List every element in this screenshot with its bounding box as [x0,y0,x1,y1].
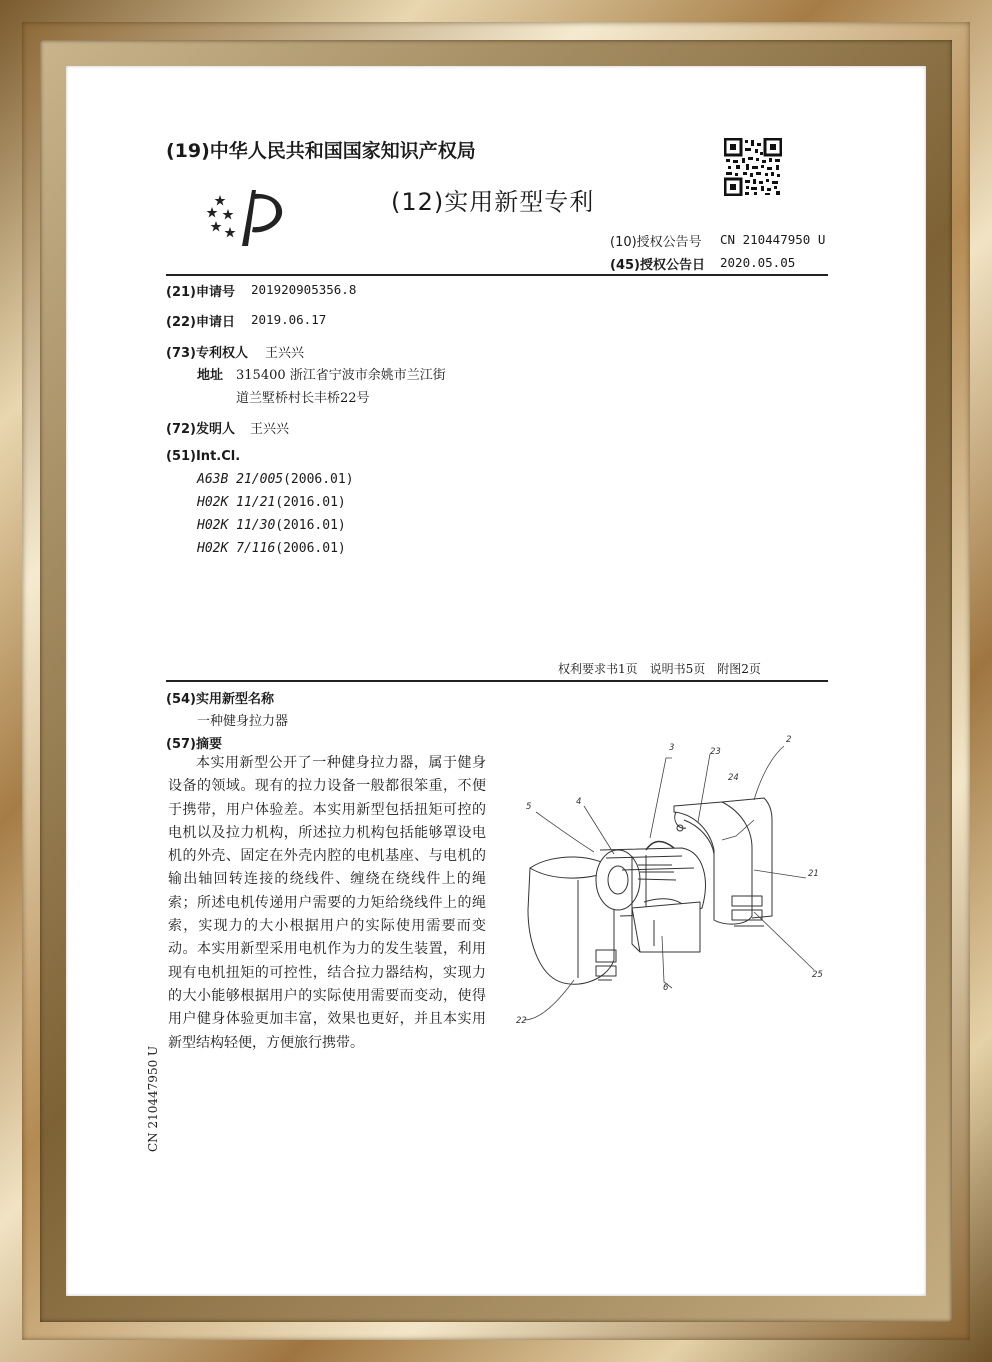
abstract-text: 本实用新型公开了一种健身拉力器，属于健身设备的领域。现有的拉力设备一般都很笨重，不便于携带，用户体验差。本实用新型包括扭矩可控的电机以及拉力机构，所述拉力机构包括能够罩设电机的外壳、固定在外壳内腔的电机基座、与电机的输出轴回转连接的绕线件、缠绕在绕线件上的绳索；所述电机传递用户需要的力矩给绕线件上的绳索，实现力的大小根据用户的实际使用需要而变动。本实用新型采用电机作为力的发生装置，利用现有电机扭矩的可控性，结合拉力器结构，实现力的大小能够根据用户的实际使用需要而变动，使得用户健身体验更加丰富，效果也更好，并且本实用新型结构轻便，方便旅行携带。 [168,755,486,1051]
intcl-version: (2016.01) [275,495,346,510]
leader-22 [524,980,574,1020]
publication-date-label: (45)授权公告日 [610,258,705,273]
figure-label: 3 [669,743,675,753]
document-type: (12)实用新型专利 [391,188,595,216]
figure-label: 21 [808,869,819,879]
cnipa-logo-icon [206,186,290,248]
figure-label: 2 [786,735,792,745]
patent-drawing [514,730,834,1030]
leader-3 [650,758,672,838]
leader-4 [584,806,614,854]
address-line-1: 315400 浙江省宁波市余姚市兰江街 [236,368,446,383]
utility-model-title-label: (54)实用新型名称 [166,692,274,707]
intcl-version: (2006.01) [283,472,354,487]
patentee-label: (73)专利权人 [166,346,248,361]
figure-label: 23 [710,747,721,757]
abstract-label: (57)摘要 [166,737,222,752]
section-divider [166,680,828,682]
figure-label: 25 [812,970,823,980]
intcl-version: (2006.01) [275,541,346,556]
figure-label: 5 [526,802,532,812]
leader-2 [754,746,784,800]
intcl-entry [197,541,346,556]
intcl-code: H02K 7/116 [197,541,276,556]
intcl-entry [197,495,346,510]
figure-label: 22 [516,1016,527,1026]
address-label: 地址 [197,368,224,383]
intcl-label: (51)Int.Cl. [166,449,241,464]
intcl-code: A63B 21/005 [197,472,284,487]
publication-number-label: (10)授权公告号 [610,235,702,250]
side-publication-number-text: CN 210447950 U [146,1045,160,1152]
office-header: (19)中华人民共和国国家知识产权局 [166,140,476,162]
application-date-label: (22)申请日 [166,315,235,330]
pages-info: 权利要求书1页 说明书5页 附图2页 [558,662,761,676]
figure-label: 24 [728,773,739,783]
header-divider [166,274,828,276]
qr-code-icon [724,138,782,196]
intcl-entry [197,518,346,533]
publication-number: CN 210447950 U [720,232,826,247]
application-number: 201920905356.8 [251,282,357,297]
inventor-label: (72)发明人 [166,422,235,437]
intcl-entry [197,472,354,487]
intcl-code: H02K 11/30 [197,518,276,533]
publication-date: 2020.05.05 [720,255,796,270]
side-publication-number [138,1040,170,1152]
leader-5 [536,812,594,852]
leader-25 [754,912,814,970]
utility-model-title: 一种健身拉力器 [197,714,289,729]
figure-label: 4 [576,797,582,807]
patentee: 王兴兴 [265,346,305,361]
figure-label: 6 [663,983,669,993]
intcl-code: H02K 11/21 [197,495,276,510]
inventor: 王兴兴 [250,422,290,437]
application-number-label: (21)申请号 [166,285,235,300]
leader-21 [754,870,806,878]
application-date: 2019.06.17 [251,312,327,327]
address-line-2: 道兰墅桥村长丰桥22号 [236,391,370,406]
intcl-version: (2016.01) [275,518,346,533]
